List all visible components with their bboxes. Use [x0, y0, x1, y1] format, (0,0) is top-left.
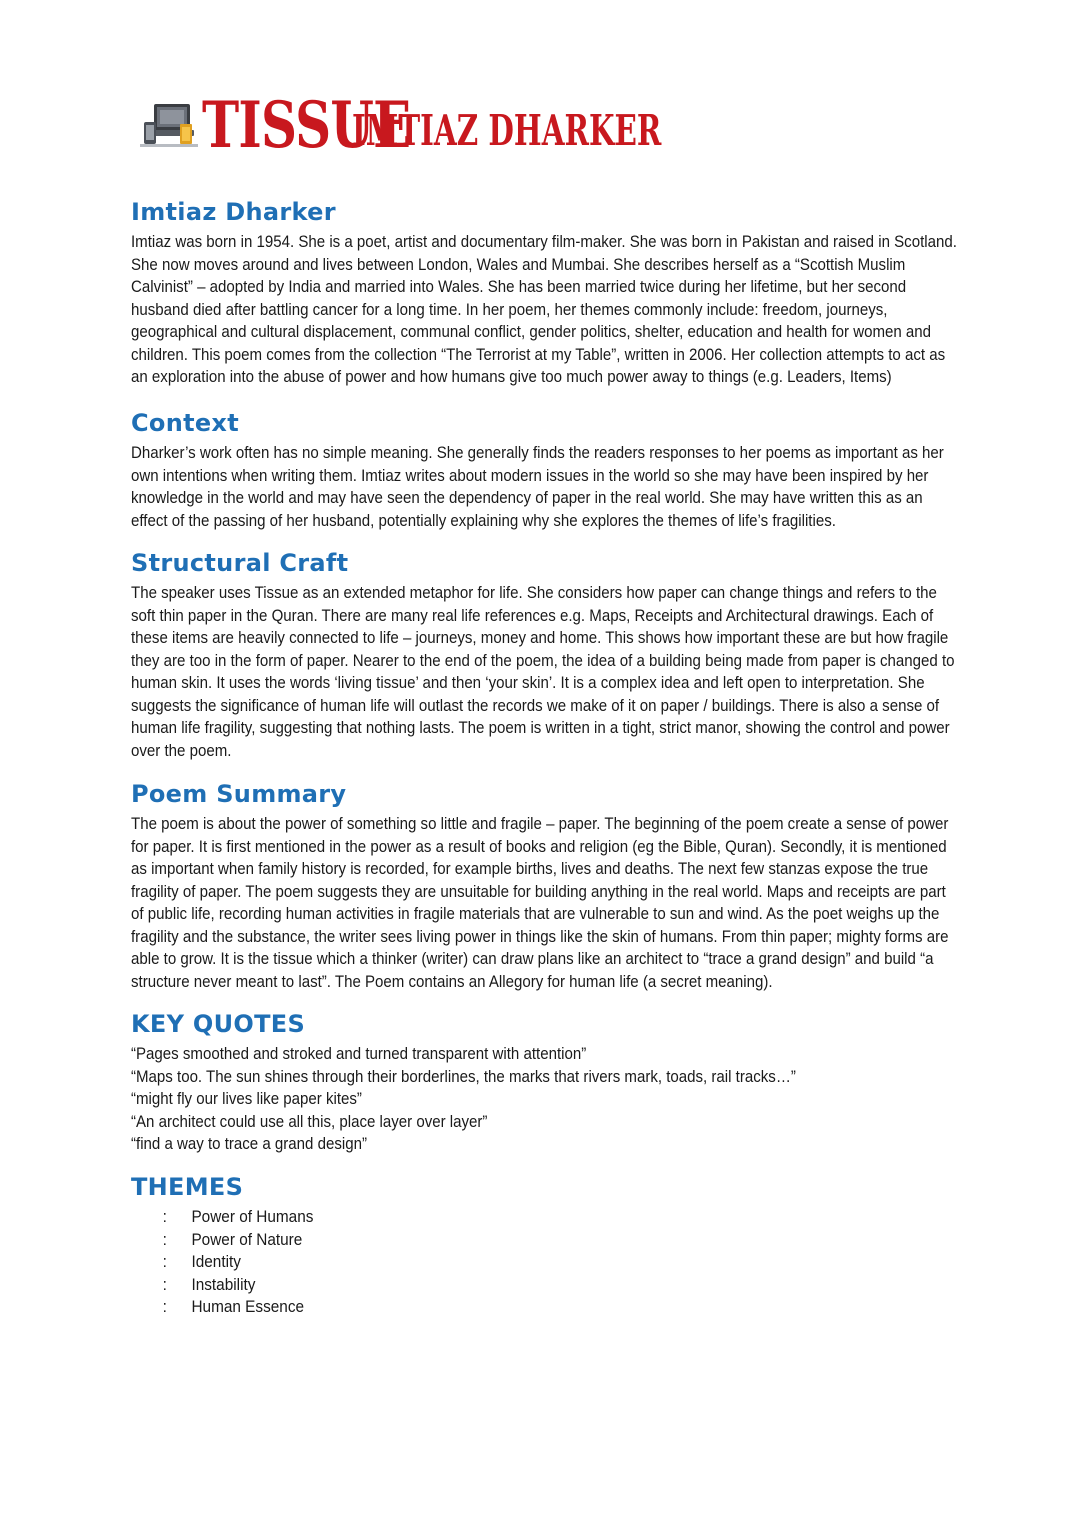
key-quotes-section — [131, 1011, 961, 1156]
bullet-marker: : — [162, 1253, 167, 1271]
key-quotes-heading: KEY QUOTES — [131, 1010, 306, 1038]
author-heading: Imtiaz Dharker — [131, 198, 336, 226]
theme-item — [131, 1251, 903, 1274]
bullet-marker: : — [162, 1298, 167, 1316]
document-author: IMTIAZ DHARKER — [352, 106, 662, 155]
theme-label: Power of Nature — [191, 1230, 303, 1249]
theme-label: Identity — [191, 1253, 241, 1271]
author-section — [131, 199, 961, 389]
theme-label: Power of Humans — [191, 1208, 314, 1226]
document-title: TISSUE — [202, 88, 411, 163]
theme-label: Human Essence — [191, 1298, 305, 1316]
theme-label: Instability — [191, 1275, 256, 1294]
structural-craft-paragraph: The speaker uses Tissue as an extended metaphor for life. She considers how paper can change things and refers to the soft thin paper in the Quran. There are many real life references e.g. Maps, Receipts and Architectural drawings. Each of these items are heavily connected to life – journeys, money and home. This shows how important these are but how fragile they are too in the form of paper. Nearer to the end of the poem, the idea of a building being made from paper is changed to human skin. It uses the words ‘living tissue’ and then ‘your skin’. It is a complex idea and left open to interpretation. She suggests the significance of human life will outlast the records we make of it on paper / buildings. There is also a sense of human life fragility, suggesting that nothing lasts. The poem is written in a tight, strict manor, showing the control and power over the poem. — [131, 584, 955, 760]
theme-item — [131, 1274, 903, 1297]
themes-section — [131, 1174, 961, 1319]
bullet-marker: : — [162, 1275, 167, 1294]
poem-summary-section — [131, 781, 961, 993]
theme-item — [131, 1229, 903, 1252]
context-paragraph: Dharker’s work often has no simple meaning. She generally finds the readers responses to her poems as important as her own intentions when writing them. Imtiaz writes about modern issues in the world so she may have been inspired by her knowledge in the world and may have seen the dependency of paper in the real world. She may have written this as an effect of the passing of her husband, potentially explaining why she explores the themes of life’s fragilities. — [131, 444, 944, 530]
context-heading: Context — [131, 409, 239, 437]
context-section — [131, 410, 961, 532]
themes-heading: THEMES — [131, 1173, 244, 1201]
bullet-marker: : — [162, 1208, 167, 1226]
themes-list — [131, 1206, 961, 1319]
author-paragraph: Imtiaz was born in 1954. She is a poet, artist and documentary film-maker. She was born in Pakistan and raised in Scotland. She now moves around and lives between London, Wales and Mumbai. She describes herself as a “Scottish Muslim Calvinist” – adopted by India and married into Wales. She has been married twice during her lifetime, but her second husband died after battling cancer for a long time. In her poem, her themes commonly include: freedom, journeys, geographical and cultural displacement, communal conflict, gender politics, shelter, education and health for women and children. This poem comes from the collection “The Terrorist at my Table”, written in 2006. Her collection attempts to act as an exploration into the abuse of power and how humans give too much power away to things (e.g. Leaders, Items) — [131, 233, 957, 386]
poem-summary-heading: Poem Summary — [131, 780, 347, 808]
bullet-marker: : — [162, 1230, 167, 1249]
structural-craft-heading: Structural Craft — [131, 549, 349, 577]
computer-devices-icon — [140, 100, 198, 152]
quote-item: “An architect could use all this, place layer over layer” — [131, 1112, 488, 1131]
quote-item: “might fly our lives like paper kites” — [131, 1090, 362, 1108]
poem-summary-paragraph: The poem is about the power of something so little and fragile – paper. The beginning of the poem create a sense of power for paper. It is first mentioned in the power as a result of books and religion (eg the Bible, Quran). Secondly, it is mentioned as important when family history is recorded, for example births, lives and deaths. The next few stanzas expose the true fragility of paper. The poem suggests they are unsuitable for building anything in the real world. Maps and receipts are part of public life, recording human activities in fragile materials that are vulnerable to sun and wind. As the poet weighs up the fragility and the substance, the writer sees living power in things like the skin of humans. From thin paper; mighty forms are able to grow. It is the tissue which a thinker (writer) can draw plans like an architect to “trace a grand design” and build “a structure never meant to last”. The Poem contains an Allegory for human life (a secret meaning). — [131, 815, 949, 991]
quote-item: “find a way to trace a grand design” — [131, 1135, 367, 1153]
quote-item: “Pages smoothed and stroked and turned transparent with attention” — [131, 1045, 587, 1063]
theme-item — [131, 1296, 903, 1319]
quote-item: “Maps too. The sun shines through their borderlines, the marks that rivers mark, toads, rail tracks…” — [131, 1067, 796, 1086]
document-header — [140, 78, 794, 163]
theme-item — [131, 1206, 903, 1229]
structural-craft-section — [131, 550, 961, 762]
